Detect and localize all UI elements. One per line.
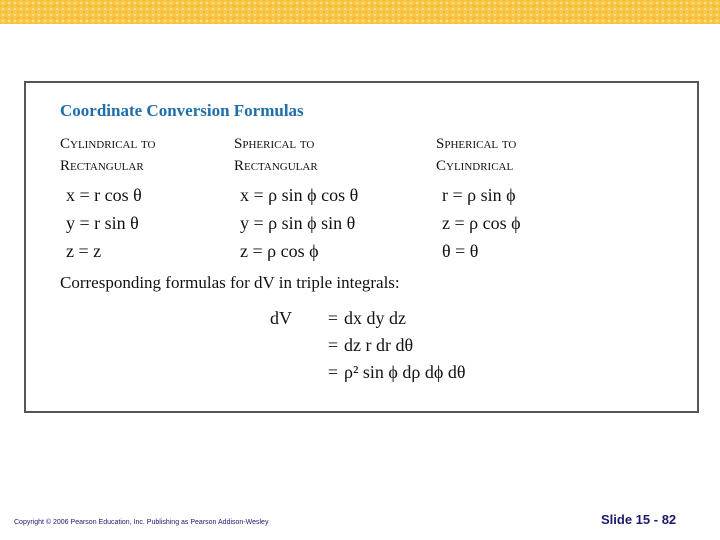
equation-z: z = ρ cos ϕ (442, 213, 521, 233)
equals-sign: = (327, 308, 339, 328)
column-spherical-to-rectangular (234, 133, 358, 265)
equals-sign: = (327, 335, 339, 355)
dv-rhs: ρ² sin ϕ dρ dϕ dθ (344, 362, 466, 382)
dv-lhs: dV (270, 308, 292, 328)
column-cylindrical-to-rectangular (60, 133, 155, 265)
column-heading-line1: Cylindrical to (60, 136, 156, 152)
formula-box (24, 81, 699, 413)
column-heading (436, 133, 521, 177)
dv-row (270, 332, 465, 359)
copyright-text: Copyright © 2006 Pearson Education, Inc. Publishing as Pearson Addison-Wesley (14, 519, 269, 526)
column-heading-line1: Spherical to (234, 136, 315, 152)
equation-z: z = ρ cos ϕ (240, 241, 319, 261)
equation-theta: θ = θ (442, 241, 479, 261)
slide-number: Slide 15 - 82 (601, 512, 677, 527)
equation-y: y = ρ sin ϕ sin θ (240, 213, 356, 233)
column-heading-line2: Rectangular (234, 158, 318, 174)
column-heading-line2: Cylindrical (436, 158, 514, 174)
column-heading-line2: Rectangular (60, 158, 144, 174)
dv-rhs: dx dy dz (344, 308, 406, 328)
column-heading (60, 133, 155, 177)
dv-formulas (270, 305, 465, 386)
top-decorative-band (0, 0, 720, 24)
equation-r: r = ρ sin ϕ (442, 185, 516, 205)
corresponding-formulas-label: Corresponding formulas for dV in triple integrals: (60, 273, 400, 292)
equation-z: z = z (66, 241, 102, 261)
column-heading (234, 133, 358, 177)
column-heading-line1: Spherical to (436, 136, 517, 152)
equation-y: y = r sin θ (66, 213, 139, 233)
dv-row (270, 359, 465, 386)
equals-sign: = (327, 362, 339, 382)
column-spherical-to-cylindrical (436, 133, 521, 265)
dv-rhs: dz r dr dθ (344, 335, 414, 355)
equation-x: x = ρ sin ϕ cos θ (240, 185, 359, 205)
dv-row (270, 305, 465, 332)
box-title: Coordinate Conversion Formulas (60, 101, 304, 120)
equation-x: x = r cos θ (66, 185, 142, 205)
